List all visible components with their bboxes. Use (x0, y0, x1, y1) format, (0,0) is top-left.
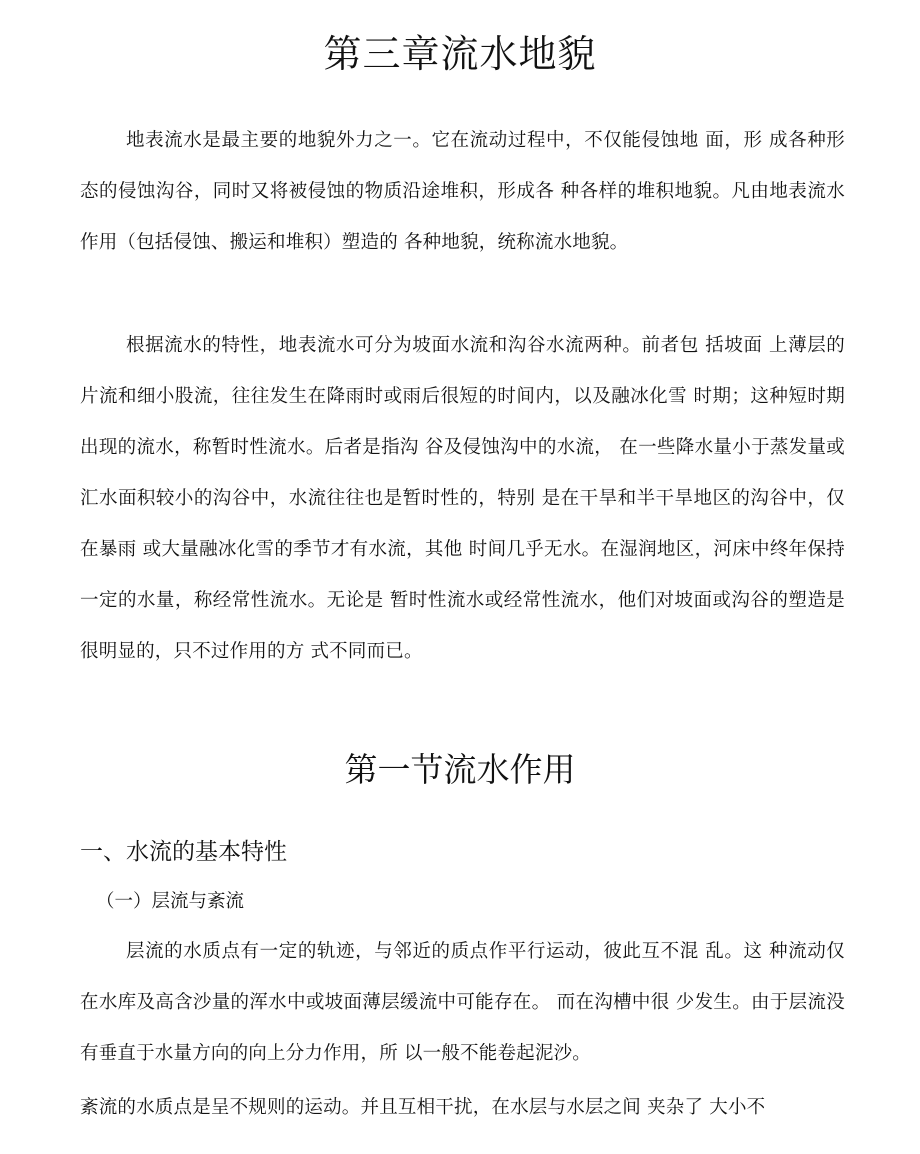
section-paragraph-laminar: 层流的水质点有一定的轨迹，与邻近的质点作平行运动，彼此互不混 乱。这 种流动仅在水库及高含沙量的浑水中或坡面薄层缓流中可能存在。 而在沟槽中很 少发生。由于层流没有垂直于水量方向的向上分力作用，所 以一般不能卷起泥沙。 (80, 941, 845, 1064)
section-paragraph-turbulent: 紊流的水质点是呈不规则的运动。并且互相干扰，在水层与水层之间 夹杂了 大小不 (80, 1097, 766, 1118)
intro-paragraph-1: 地表流水是最主要的地貌外力之一。它在流动过程中，不仅能侵蚀地 面，形 成各种形态的侵蚀沟谷，同时又将被侵蚀的物质沿途堆积，形成各 种各样的堆积地貌。凡由地表流水作用（包括侵蚀、搬运和堆积）塑造的 各种地貌，统称流水地貌。 (80, 130, 845, 253)
subsubsection-heading: （一）层流与紊流 (96, 891, 245, 912)
subsection-heading: 一、水流的基本特性 (80, 839, 287, 865)
section-title: 第一节流水作用 (344, 750, 576, 789)
chapter-title: 第三章流水地貌 (323, 32, 597, 76)
intro-paragraph-2: 根据流水的特性，地表流水可分为坡面水流和沟谷水流两种。前者包 括坡面 上薄层的片流和细小股流，往往发生在降雨时或雨后很短的时间内，以及融冰化雪 时期；这种短时期出现的流水，称暂时性流水。后者是指沟 谷及侵蚀沟中的水流， 在一些降水量小于蒸发量或汇水面积较小的沟谷中，水流往往也是暂时性的，特别 是在干旱和半干旱地区的沟谷中，仅在暴雨 或大量融冰化雪的季节才有水流，其他 时间几乎无水。在湿润地区，河床中终年保持一定的水量，称经常性流水。无论是 暂时性流水或经常性流水，他们对坡面或沟谷的塑造是很明显的，只不过作用的方 式不同而已。 (80, 335, 845, 662)
